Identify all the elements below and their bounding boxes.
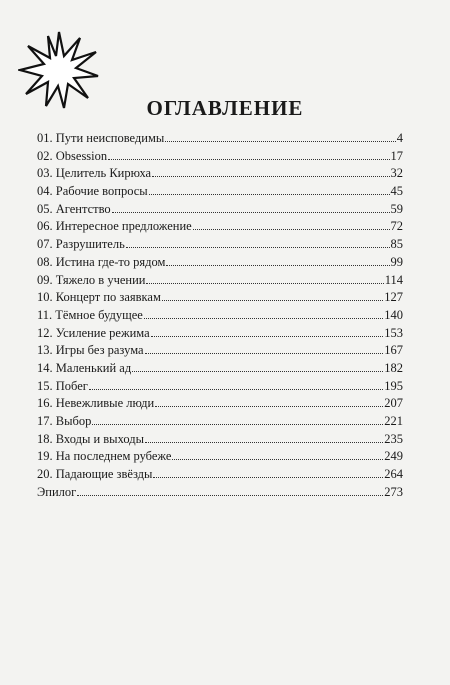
toc-leader-dots: [132, 362, 383, 372]
toc-entry: [37, 290, 403, 308]
toc-entry-title: 08. Истина где-то рядом: [37, 254, 166, 269]
toc-leader-dots: [92, 415, 383, 425]
toc-entry-page: 195: [384, 378, 403, 393]
toc-entry-title: Эпилог: [37, 484, 77, 499]
toc-entry-title: 10. Концерт по заявкам: [37, 290, 161, 305]
toc-entry-title: 11. Тёмное будущее: [37, 307, 143, 322]
toc-leader-dots: [149, 185, 390, 195]
toc-leader-dots: [126, 238, 390, 248]
toc-leader-dots: [108, 150, 389, 160]
toc-entry-title: 09. Тяжело в учении: [37, 272, 146, 287]
toc-entry-page: 249: [384, 449, 403, 464]
toc-leader-dots: [153, 468, 383, 478]
toc-entry-page: 153: [384, 325, 403, 340]
toc-entry-page: 4: [396, 131, 403, 145]
table-of-contents: [37, 131, 403, 502]
toc-entry-page: 221: [384, 414, 403, 428]
toc-entry-page: 99: [390, 254, 403, 269]
toc-entry: [37, 396, 403, 414]
toc-leader-dots: [145, 345, 384, 355]
toc-entry: [37, 131, 403, 149]
toc-entry: [37, 326, 403, 344]
toc-entry: [37, 343, 403, 361]
toc-entry-title: 20. Падающие звёзды: [37, 467, 153, 482]
toc-leader-dots: [112, 203, 390, 213]
toc-leader-dots: [162, 291, 383, 301]
toc-entry-title: 05. Агентство: [37, 201, 111, 216]
toc-leader-dots: [145, 433, 383, 443]
toc-entry-page: 59: [390, 201, 403, 216]
toc-entry-title: 17. Выбор: [37, 414, 92, 428]
toc-leader-dots: [144, 309, 383, 319]
toc-entry-page: 167: [384, 343, 403, 358]
toc-entry-page: 45: [390, 184, 403, 199]
toc-entry-title: 16. Невежливые люди: [37, 396, 155, 411]
toc-entry: [37, 361, 403, 379]
toc-entry: [37, 273, 403, 291]
toc-entry: [37, 166, 403, 184]
toc-entry: [37, 432, 403, 450]
toc-entry: [37, 184, 403, 202]
page-title: ОГЛАВЛЕНИЕ: [146, 96, 304, 120]
toc-leader-dots: [151, 327, 384, 337]
toc-entry-page: 182: [384, 360, 403, 375]
toc-leader-dots: [193, 221, 390, 231]
toc-entry: [37, 308, 403, 326]
toc-entry-page: 273: [384, 484, 403, 499]
toc-entry: [37, 202, 403, 220]
toc-entry: [37, 467, 403, 485]
toc-entry-page: 17: [390, 148, 403, 163]
toc-entry-page: 72: [390, 219, 403, 234]
toc-entry-page: 85: [390, 237, 403, 252]
toc-leader-dots: [77, 486, 383, 496]
toc-entry-page: 32: [390, 166, 403, 181]
toc-entry-title: 02. Obsession: [37, 148, 108, 163]
toc-entry-title: 13. Игры без разума: [37, 343, 144, 358]
toc-leader-dots: [89, 380, 383, 390]
toc-entry-title: 07. Разрушитель: [37, 237, 125, 252]
toc-entry: [37, 149, 403, 167]
toc-entry: [37, 379, 403, 397]
toc-entry-page: 127: [384, 290, 403, 305]
toc-entry-title: 01. Пути неисповедимы: [37, 131, 165, 145]
toc-entry: [37, 237, 403, 255]
toc-entry: [37, 485, 403, 503]
toc-entry-title: 12. Усиление режима: [37, 325, 150, 340]
toc-entry-title: 18. Входы и выходы: [37, 431, 145, 446]
toc-entry-page: 207: [384, 396, 403, 411]
toc-entry: [37, 255, 403, 273]
toc-entry-title: 14. Маленький ад: [37, 360, 132, 375]
toc-entry-page: 114: [384, 272, 403, 287]
toc-entry-title: 04. Рабочие вопросы: [37, 184, 148, 199]
toc-entry-page: 235: [384, 431, 403, 446]
toc-entry: [37, 219, 403, 237]
toc-entry: [37, 414, 403, 432]
toc-entry-title: 06. Интересное предложение: [37, 219, 192, 234]
toc-entry-page: 264: [384, 467, 403, 482]
toc-leader-dots: [165, 132, 395, 142]
toc-leader-dots: [166, 256, 389, 266]
toc-leader-dots: [146, 274, 383, 284]
toc-entry: [37, 449, 403, 467]
toc-leader-dots: [155, 398, 383, 408]
toc-leader-dots: [152, 168, 389, 178]
toc-entry-page: 140: [384, 307, 403, 322]
toc-entry-title: 03. Целитель Кирюха: [37, 166, 152, 181]
toc-leader-dots: [172, 451, 383, 461]
toc-entry-title: 19. На последнем рубеже: [37, 449, 172, 464]
toc-entry-title: 15. Побег: [37, 378, 88, 393]
